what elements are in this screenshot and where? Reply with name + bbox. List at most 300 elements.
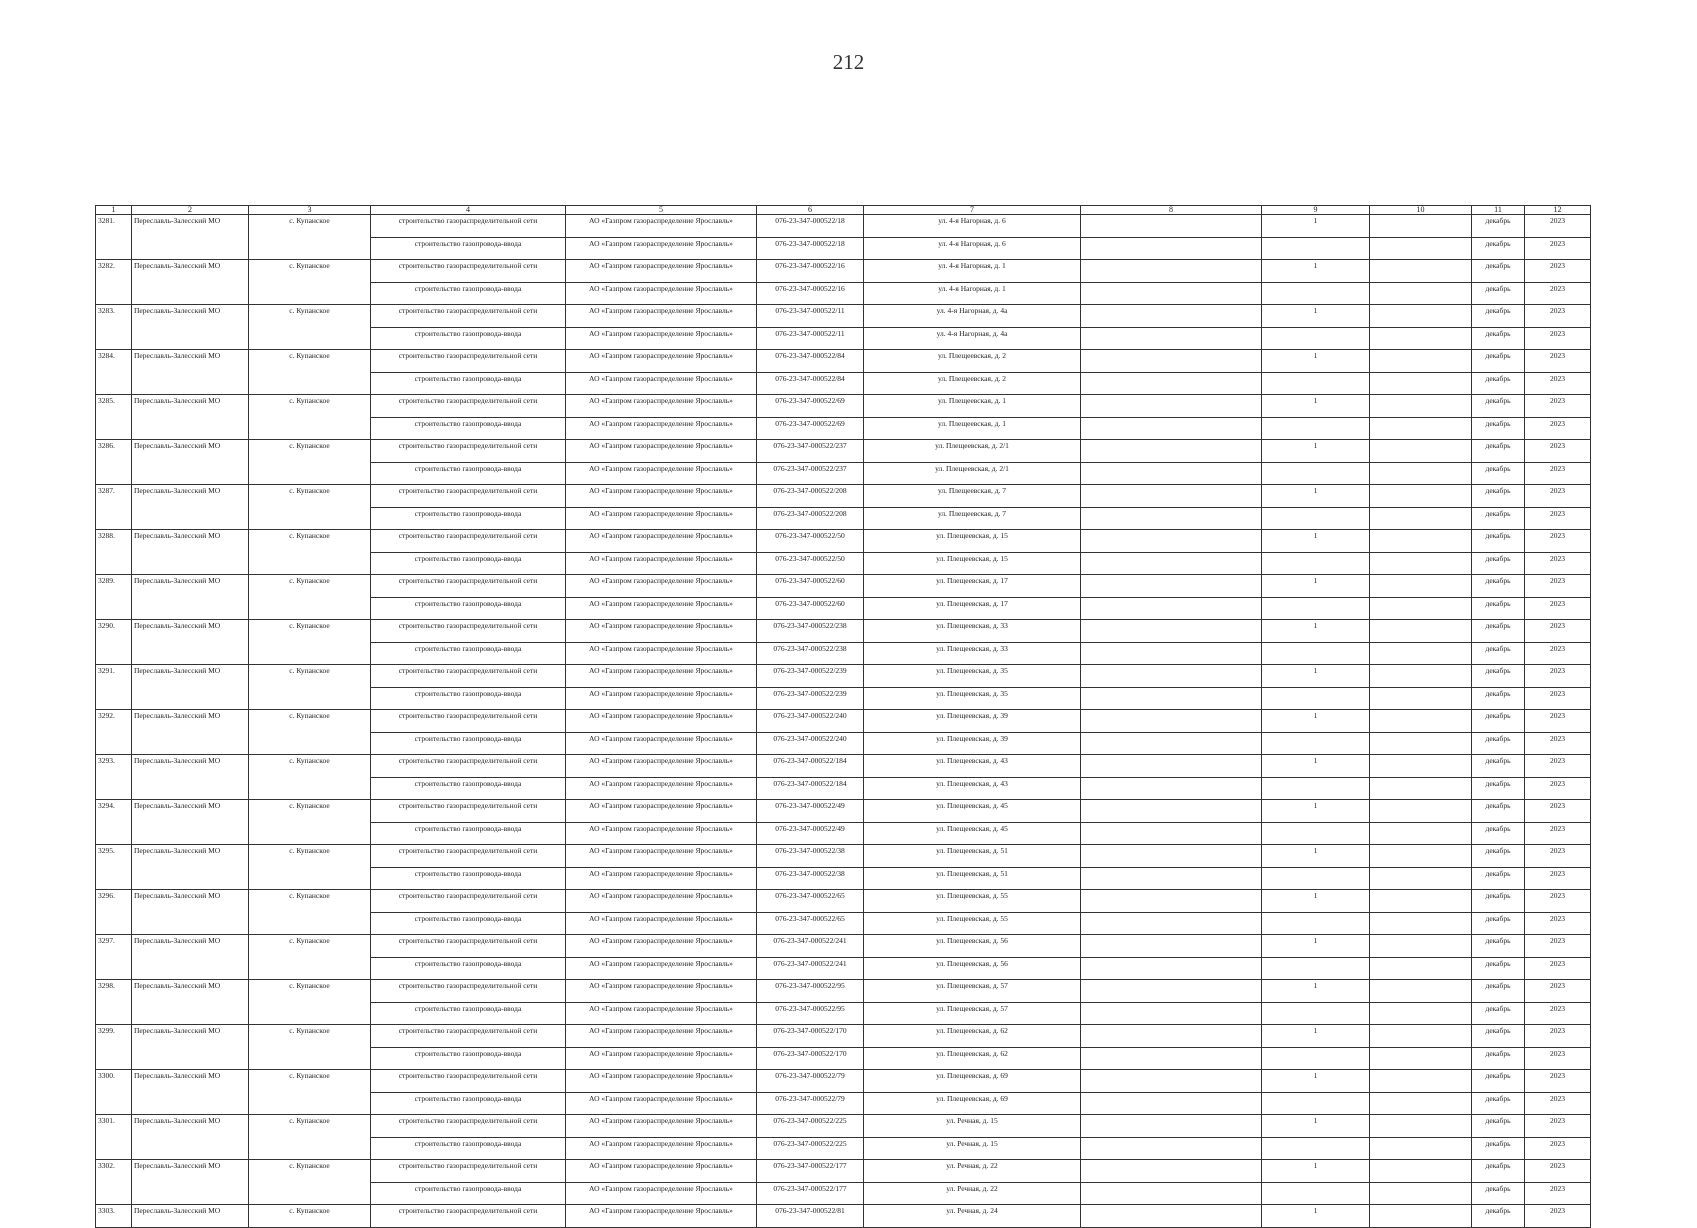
empty-cell [1081,1182,1262,1205]
quantity-cell: 1 [1262,1115,1370,1138]
address-cell: ул. Плещеевская, д. 56 [864,957,1081,980]
work-type-cell: строительство газораспределительной сети [371,305,566,328]
empty-cell [1370,957,1472,980]
work-type-cell: строительство газораспределительной сети [371,980,566,1003]
empty-cell [1370,620,1472,643]
organization-cell: АО «Газпром газораспределение Ярославль» [566,237,757,260]
record-number: 3296. [96,890,132,935]
organization-cell: АО «Газпром газораспределение Ярославль» [566,530,757,553]
work-type-cell: строительство газопровода-ввода [371,732,566,755]
locality-cell: с. Купанское [249,935,371,980]
organization-cell: АО «Газпром газораспределение Ярославль» [566,1182,757,1205]
empty-cell [1262,1047,1370,1070]
record-number: 3294. [96,800,132,845]
address-cell: ул. Плещеевская, д. 2/1 [864,440,1081,463]
empty-cell [1081,372,1262,395]
year-cell: 2023 [1525,890,1591,913]
year-cell: 2023 [1525,395,1591,418]
locality-cell: с. Купанское [249,1025,371,1070]
year-cell: 2023 [1525,1070,1591,1093]
year-cell: 2023 [1525,1047,1591,1070]
application-code-cell: 076-23-347-000522/238 [757,642,864,665]
year-cell: 2023 [1525,1182,1591,1205]
work-type-cell: строительство газораспределительной сети [371,440,566,463]
municipality-cell: Переславль-Залесский МО [132,980,249,1025]
column-header-7: 7 [864,206,1081,215]
empty-cell [1081,260,1262,283]
work-type-cell: строительство газопровода-ввода [371,642,566,665]
empty-cell [1081,1002,1262,1025]
record-number: 3287. [96,485,132,530]
municipality-cell: Переславль-Залесский МО [132,395,249,440]
address-cell: ул. Плещеевская, д. 55 [864,912,1081,935]
year-cell: 2023 [1525,260,1591,283]
work-type-cell: строительство газопровода-ввода [371,1182,566,1205]
locality-cell: с. Купанское [249,755,371,800]
application-code-cell: 076-23-347-000522/239 [757,687,864,710]
record-number: 3293. [96,755,132,800]
column-header-2: 2 [132,206,249,215]
month-cell: декабрь [1472,800,1525,823]
locality-cell: с. Купанское [249,260,371,305]
municipality-cell: Переславль-Залесский МО [132,1205,249,1228]
month-cell: декабрь [1472,642,1525,665]
column-header-6: 6 [757,206,864,215]
work-type-cell: строительство газопровода-ввода [371,417,566,440]
quantity-cell: 1 [1262,755,1370,778]
locality-cell: с. Купанское [249,350,371,395]
table-row [96,620,1591,643]
empty-cell [1081,350,1262,373]
month-cell: декабрь [1472,687,1525,710]
work-type-cell: строительство газораспределительной сети [371,710,566,733]
month-cell: декабрь [1472,350,1525,373]
work-type-cell: строительство газораспределительной сети [371,620,566,643]
empty-cell [1370,327,1472,350]
municipality-cell: Переславль-Залесский МО [132,1160,249,1205]
address-cell: ул. Плещеевская, д. 39 [864,732,1081,755]
empty-cell [1081,575,1262,598]
empty-cell [1081,1047,1262,1070]
month-cell: декабрь [1472,305,1525,328]
application-code-cell: 076-23-347-000522/240 [757,732,864,755]
column-header-1: 1 [96,206,132,215]
work-type-cell: строительство газопровода-ввода [371,462,566,485]
application-code-cell: 076-23-347-000522/81 [757,1205,864,1228]
year-cell: 2023 [1525,777,1591,800]
municipality-cell: Переславль-Залесский МО [132,755,249,800]
application-code-cell: 076-23-347-000522/50 [757,530,864,553]
month-cell: декабрь [1472,912,1525,935]
address-cell: ул. Плещеевская, д. 45 [864,822,1081,845]
work-type-cell: строительство газораспределительной сети [371,665,566,688]
application-code-cell: 076-23-347-000522/65 [757,890,864,913]
record-number: 3299. [96,1025,132,1070]
empty-cell [1370,237,1472,260]
table-row [96,440,1591,463]
empty-cell [1081,395,1262,418]
record-number: 3301. [96,1115,132,1160]
work-type-cell: строительство газопровода-ввода [371,912,566,935]
work-type-cell: строительство газопровода-ввода [371,282,566,305]
empty-cell [1081,620,1262,643]
empty-cell [1081,912,1262,935]
address-cell: ул. 4-я Нагорная, д. 1 [864,282,1081,305]
application-code-cell: 076-23-347-000522/69 [757,395,864,418]
organization-cell: АО «Газпром газораспределение Ярославль» [566,507,757,530]
municipality-cell: Переславль-Залесский МО [132,440,249,485]
month-cell: декабрь [1472,1047,1525,1070]
application-code-cell: 076-23-347-000522/18 [757,215,864,238]
locality-cell: с. Купанское [249,1115,371,1160]
empty-cell [1370,260,1472,283]
year-cell: 2023 [1525,935,1591,958]
work-type-cell: строительство газопровода-ввода [371,957,566,980]
address-cell: ул. Речная, д. 22 [864,1182,1081,1205]
municipality-cell: Переславль-Залесский МО [132,845,249,890]
application-code-cell: 076-23-347-000522/95 [757,980,864,1003]
locality-cell: с. Купанское [249,710,371,755]
application-code-cell: 076-23-347-000522/18 [757,237,864,260]
year-cell: 2023 [1525,552,1591,575]
empty-cell [1081,462,1262,485]
empty-cell [1081,687,1262,710]
application-code-cell: 076-23-347-000522/11 [757,305,864,328]
work-type-cell: строительство газораспределительной сети [371,395,566,418]
work-type-cell: строительство газораспределительной сети [371,485,566,508]
table-row [96,575,1591,598]
locality-cell: с. Купанское [249,845,371,890]
organization-cell: АО «Газпром газораспределение Ярославль» [566,260,757,283]
empty-cell [1081,597,1262,620]
municipality-cell: Переславль-Залесский МО [132,620,249,665]
work-type-cell: строительство газопровода-ввода [371,1002,566,1025]
address-cell: ул. 4-я Нагорная, д. 6 [864,237,1081,260]
application-code-cell: 076-23-347-000522/225 [757,1115,864,1138]
empty-cell [1081,845,1262,868]
quantity-cell: 1 [1262,350,1370,373]
municipality-cell: Переславль-Залесский МО [132,1025,249,1070]
municipality-cell: Переславль-Залесский МО [132,935,249,980]
organization-cell: АО «Газпром газораспределение Ярославль» [566,822,757,845]
table-row [96,1070,1591,1093]
column-number-header [96,206,1591,215]
address-cell: ул. Плещеевская, д. 43 [864,777,1081,800]
empty-cell [1370,575,1472,598]
locality-cell: с. Купанское [249,575,371,620]
address-cell: ул. Плещеевская, д. 69 [864,1070,1081,1093]
work-type-cell: строительство газопровода-ввода [371,1047,566,1070]
month-cell: декабрь [1472,1025,1525,1048]
quantity-cell: 1 [1262,980,1370,1003]
organization-cell: АО «Газпром газораспределение Ярославль» [566,755,757,778]
organization-cell: АО «Газпром газораспределение Ярославль» [566,800,757,823]
table-row [96,1115,1591,1138]
year-cell: 2023 [1525,215,1591,238]
empty-cell [1370,485,1472,508]
table-row [96,845,1591,868]
municipality-cell: Переславль-Залесский МО [132,665,249,710]
empty-cell [1081,530,1262,553]
address-cell: ул. Плещеевская, д. 62 [864,1025,1081,1048]
table-row [96,755,1591,778]
organization-cell: АО «Газпром газораспределение Ярославль» [566,1047,757,1070]
application-code-cell: 076-23-347-000522/237 [757,462,864,485]
address-cell: ул. Плещеевская, д. 62 [864,1047,1081,1070]
organization-cell: АО «Газпром газораспределение Ярославль» [566,867,757,890]
year-cell: 2023 [1525,980,1591,1003]
register-body [96,215,1591,1228]
month-cell: декабрь [1472,417,1525,440]
table-row [96,890,1591,913]
year-cell: 2023 [1525,530,1591,553]
municipality-cell: Переславль-Залесский МО [132,575,249,620]
organization-cell: АО «Газпром газораспределение Ярославль» [566,732,757,755]
empty-cell [1370,1092,1472,1115]
empty-cell [1370,1182,1472,1205]
empty-cell [1262,237,1370,260]
year-cell: 2023 [1525,732,1591,755]
municipality-cell: Переславль-Залесский МО [132,530,249,575]
locality-cell: с. Купанское [249,1070,371,1115]
month-cell: декабрь [1472,1160,1525,1183]
application-code-cell: 076-23-347-000522/60 [757,597,864,620]
organization-cell: АО «Газпром газораспределение Ярославль» [566,485,757,508]
record-number: 3292. [96,710,132,755]
year-cell: 2023 [1525,1205,1591,1228]
record-number: 3295. [96,845,132,890]
application-code-cell: 076-23-347-000522/50 [757,552,864,575]
organization-cell: АО «Газпром газораспределение Ярославль» [566,665,757,688]
work-type-cell: строительство газораспределительной сети [371,1070,566,1093]
month-cell: декабрь [1472,552,1525,575]
address-cell: ул. Речная, д. 15 [864,1115,1081,1138]
quantity-cell: 1 [1262,440,1370,463]
application-code-cell: 076-23-347-000522/49 [757,800,864,823]
work-type-cell: строительство газопровода-ввода [371,552,566,575]
month-cell: декабрь [1472,440,1525,463]
year-cell: 2023 [1525,800,1591,823]
municipality-cell: Переславль-Залесский МО [132,485,249,530]
empty-cell [1370,440,1472,463]
empty-cell [1262,1092,1370,1115]
empty-cell [1370,800,1472,823]
work-type-cell: строительство газопровода-ввода [371,237,566,260]
locality-cell: с. Купанское [249,530,371,575]
quantity-cell: 1 [1262,935,1370,958]
application-code-cell: 076-23-347-000522/84 [757,350,864,373]
address-cell: ул. Плещеевская, д. 7 [864,507,1081,530]
application-code-cell: 076-23-347-000522/177 [757,1182,864,1205]
empty-cell [1081,710,1262,733]
municipality-cell: Переславль-Залесский МО [132,710,249,755]
column-header-12: 12 [1525,206,1591,215]
empty-cell [1262,417,1370,440]
month-cell: декабрь [1472,1002,1525,1025]
empty-cell [1370,1137,1472,1160]
quantity-cell: 1 [1262,1205,1370,1228]
column-header-4: 4 [371,206,566,215]
month-cell: декабрь [1472,372,1525,395]
organization-cell: АО «Газпром газораспределение Ярославль» [566,957,757,980]
address-cell: ул. Плещеевская, д. 35 [864,665,1081,688]
municipality-cell: Переславль-Залесский МО [132,800,249,845]
address-cell: ул. 4-я Нагорная, д. 1 [864,260,1081,283]
municipality-cell: Переславль-Залесский МО [132,215,249,260]
empty-cell [1081,867,1262,890]
address-cell: ул. Плещеевская, д. 1 [864,395,1081,418]
empty-cell [1081,282,1262,305]
year-cell: 2023 [1525,372,1591,395]
empty-cell [1262,1137,1370,1160]
address-cell: ул. Плещеевская, д. 43 [864,755,1081,778]
work-type-cell: строительство газораспределительной сети [371,530,566,553]
header-row [96,206,1591,215]
quantity-cell: 1 [1262,620,1370,643]
year-cell: 2023 [1525,620,1591,643]
work-type-cell: строительство газопровода-ввода [371,1137,566,1160]
empty-cell [1370,417,1472,440]
organization-cell: АО «Газпром газораспределение Ярославль» [566,575,757,598]
empty-cell [1370,710,1472,733]
table-row [96,800,1591,823]
month-cell: декабрь [1472,1182,1525,1205]
record-number: 3289. [96,575,132,620]
year-cell: 2023 [1525,282,1591,305]
organization-cell: АО «Газпром газораспределение Ярославль» [566,687,757,710]
quantity-cell: 1 [1262,260,1370,283]
empty-cell [1081,665,1262,688]
empty-cell [1370,980,1472,1003]
address-cell: ул. Плещеевская, д. 2/1 [864,462,1081,485]
empty-cell [1370,552,1472,575]
month-cell: декабрь [1472,935,1525,958]
organization-cell: АО «Газпром газораспределение Ярославль» [566,327,757,350]
organization-cell: АО «Газпром газораспределение Ярославль» [566,777,757,800]
empty-cell [1370,822,1472,845]
empty-cell [1370,305,1472,328]
locality-cell: с. Купанское [249,485,371,530]
year-cell: 2023 [1525,327,1591,350]
empty-cell [1370,395,1472,418]
address-cell: ул. Плещеевская, д. 1 [864,417,1081,440]
empty-cell [1370,845,1472,868]
work-type-cell: строительство газораспределительной сети [371,935,566,958]
organization-cell: АО «Газпром газораспределение Ярославль» [566,1160,757,1183]
work-type-cell: строительство газораспределительной сети [371,800,566,823]
address-cell: ул. Плещеевская, д. 57 [864,1002,1081,1025]
month-cell: декабрь [1472,1205,1525,1228]
application-code-cell: 076-23-347-000522/49 [757,822,864,845]
empty-cell [1081,642,1262,665]
year-cell: 2023 [1525,642,1591,665]
year-cell: 2023 [1525,597,1591,620]
organization-cell: АО «Газпром газораспределение Ярославль» [566,1205,757,1228]
address-cell: ул. Плещеевская, д. 51 [864,867,1081,890]
address-cell: ул. Плещеевская, д. 35 [864,687,1081,710]
month-cell: декабрь [1472,597,1525,620]
application-code-cell: 076-23-347-000522/208 [757,507,864,530]
year-cell: 2023 [1525,867,1591,890]
table-row [96,260,1591,283]
empty-cell [1081,1205,1262,1228]
empty-cell [1262,1182,1370,1205]
empty-cell [1370,507,1472,530]
month-cell: декабрь [1472,1070,1525,1093]
column-header-5: 5 [566,206,757,215]
empty-cell [1262,732,1370,755]
address-cell: ул. Плещеевская, д. 45 [864,800,1081,823]
address-cell: ул. Плещеевская, д. 2 [864,372,1081,395]
empty-cell [1081,552,1262,575]
municipality-cell: Переславль-Залесский МО [132,1115,249,1160]
quantity-cell: 1 [1262,890,1370,913]
application-code-cell: 076-23-347-000522/16 [757,260,864,283]
work-type-cell: строительство газораспределительной сети [371,890,566,913]
quantity-cell: 1 [1262,1025,1370,1048]
column-header-10: 10 [1370,206,1472,215]
address-cell: ул. Речная, д. 22 [864,1160,1081,1183]
empty-cell [1262,867,1370,890]
month-cell: декабрь [1472,1137,1525,1160]
application-code-cell: 076-23-347-000522/38 [757,845,864,868]
empty-cell [1262,642,1370,665]
work-type-cell: строительство газопровода-ввода [371,777,566,800]
empty-cell [1081,485,1262,508]
municipality-cell: Переславль-Залесский МО [132,1070,249,1115]
table-row [96,980,1591,1003]
application-code-cell: 076-23-347-000522/241 [757,957,864,980]
month-cell: декабрь [1472,845,1525,868]
year-cell: 2023 [1525,755,1591,778]
empty-cell [1262,957,1370,980]
empty-cell [1370,530,1472,553]
empty-cell [1081,1160,1262,1183]
locality-cell: с. Купанское [249,1160,371,1205]
application-code-cell: 076-23-347-000522/239 [757,665,864,688]
address-cell: ул. Плещеевская, д. 69 [864,1092,1081,1115]
municipality-cell: Переславль-Залесский МО [132,305,249,350]
month-cell: декабрь [1472,260,1525,283]
organization-cell: АО «Газпром газораспределение Ярославль» [566,552,757,575]
work-type-cell: строительство газораспределительной сети [371,215,566,238]
address-cell: ул. Плещеевская, д. 17 [864,575,1081,598]
empty-cell [1370,462,1472,485]
month-cell: декабрь [1472,1115,1525,1138]
empty-cell [1081,1070,1262,1093]
year-cell: 2023 [1525,665,1591,688]
month-cell: декабрь [1472,710,1525,733]
year-cell: 2023 [1525,507,1591,530]
month-cell: декабрь [1472,890,1525,913]
municipality-cell: Переславль-Залесский МО [132,350,249,395]
address-cell: ул. Плещеевская, д. 57 [864,980,1081,1003]
empty-cell [1081,440,1262,463]
empty-cell [1262,462,1370,485]
application-code-cell: 076-23-347-000522/79 [757,1070,864,1093]
quantity-cell: 1 [1262,575,1370,598]
record-number: 3285. [96,395,132,440]
column-header-11: 11 [1472,206,1525,215]
address-cell: ул. Плещеевская, д. 33 [864,620,1081,643]
organization-cell: АО «Газпром газораспределение Ярославль» [566,597,757,620]
empty-cell [1081,305,1262,328]
application-code-cell: 076-23-347-000522/60 [757,575,864,598]
record-number: 3284. [96,350,132,395]
address-cell: ул. 4-я Нагорная, д. 4а [864,305,1081,328]
application-code-cell: 076-23-347-000522/170 [757,1025,864,1048]
record-number: 3290. [96,620,132,665]
